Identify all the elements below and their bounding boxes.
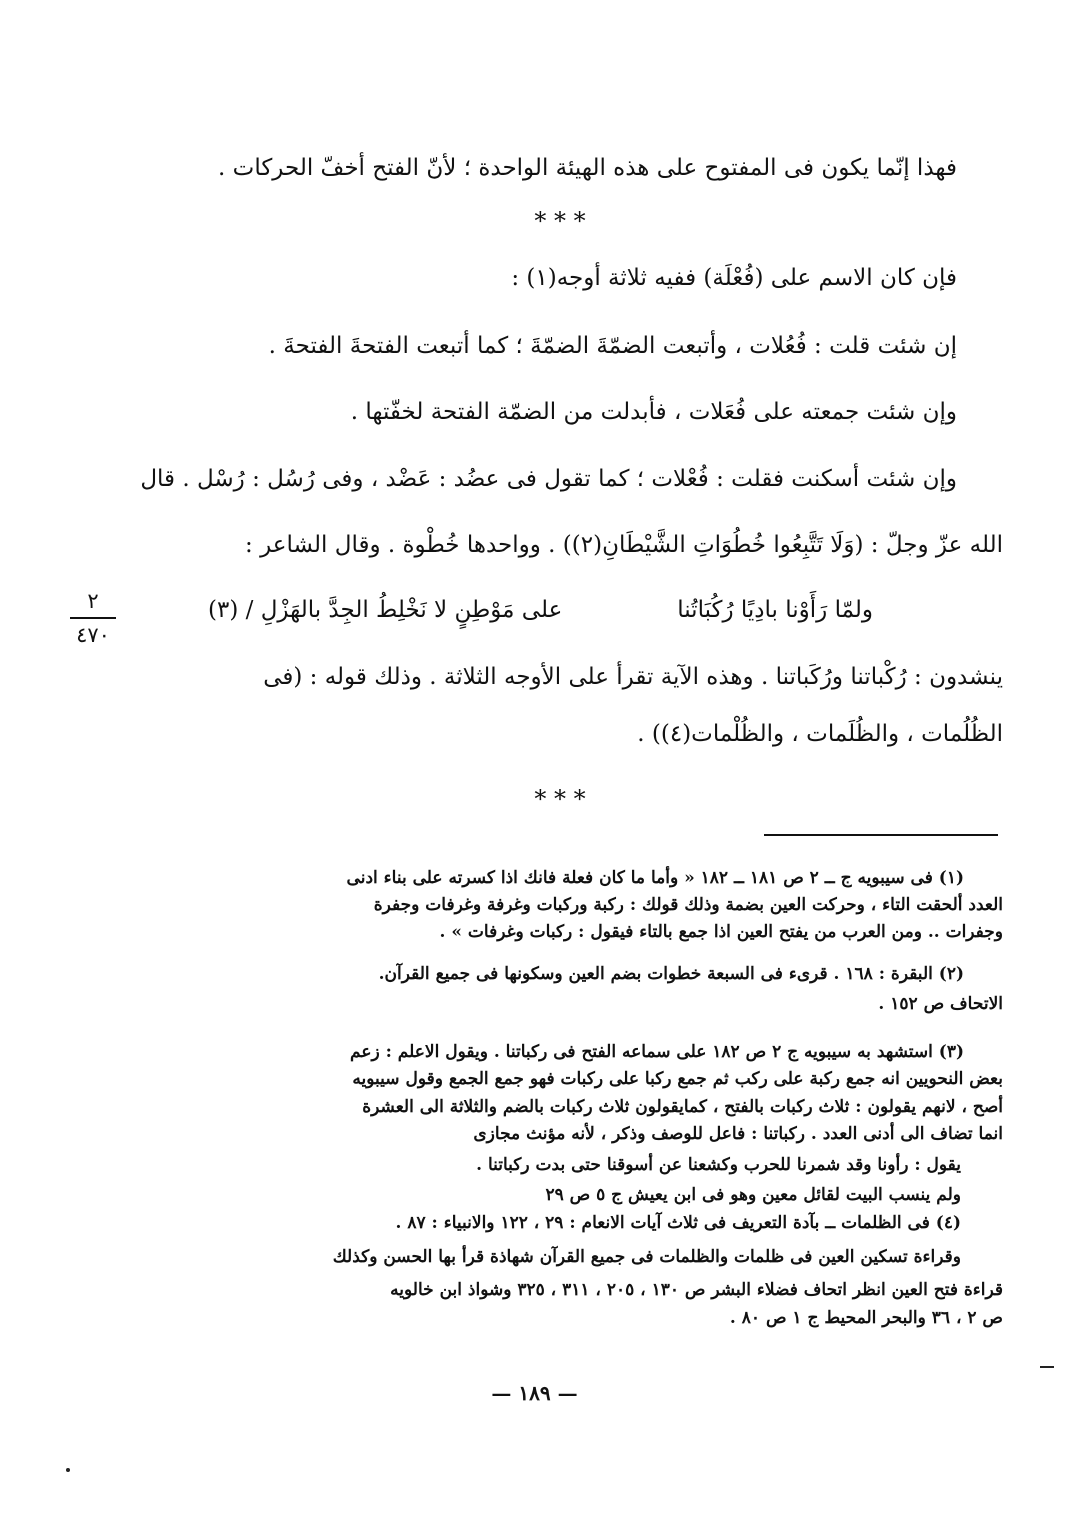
footnote-line-3: وجفرات .. ومن العرب من يفتح العين اذا جمع بالتاء فيقول : ركبات وغرفات » . [439, 922, 1003, 942]
main-text-line-8: الظُلُمات ، والظُلَمات ، والظُلْمات(٤)) . [637, 721, 1003, 747]
main-text-line-2: فإن كان الاسم على (فُعْلَة) ففيه ثلاثة أوجه(١) : [511, 265, 957, 291]
main-text-line-1: فهذا إنّما يكون فى المفتوح على هذه الهيئة الواحدة ؛ لأنّ الفتح أخفّ الحركات . [218, 155, 957, 181]
verse-first-half: ولمّا رَأَوْنا بادِيًا رُكُبَاتُنا [677, 597, 873, 623]
footnote-rule [764, 834, 998, 836]
footnote-line-7: بعض النحويين انه جمع ركبة على ركب ثم جمع ركبا على ركبات فهو جمع الجمع وقول سيبويه [352, 1069, 1003, 1089]
main-text-line-4: وإن شئت جمعته على فُعَلات ، فأبدلت من الضمّة الفتحة لخفّتها . [350, 399, 957, 425]
main-text-line-3: إن شئت قلت : فُعُلات ، وأتبعت الضمّةَ الضمّةَ ؛ كما أتبعت الفتحةَ الفتحةَ . [268, 333, 957, 359]
footnote-line-6: (٣) استشهد به سيبويه ج ٢ ص ١٨٢ على سماعه الفتح فى ركباتنا . ويقول الاعلم : زعم [350, 1042, 964, 1062]
scan-speck [66, 1468, 70, 1472]
footnote-line-4: (٢) البقرة : ١٦٨ . قرىء فى السبعة خطوات بضم العين وسكونها فى جميع القرآن. [378, 964, 964, 984]
footnote-line-11: ولم ينسب البيت لقائل معين وهو فى ابن يعيش ج ٥ ص ٢٩ [545, 1185, 961, 1205]
footnote-line-2: العدد ألحقت التاء ، وحركت العين بضمة وذلك قولك : ركبة وركبات وغرفة وغرفات وجفرة [373, 895, 1003, 915]
footnote-line-1: (١) فى سيبويه ج ــ ٢ ص ١٨١ ــ ١٨٢ « وأما ما كان فعلة فانك اذا كسرته على بناء ادنى [346, 868, 964, 888]
section-separator-2: * * * [534, 785, 586, 813]
footnote-line-9: انما تضاف الى أدنى العدد . ركباتنا : فاعل للوصف وذكر ، لأنه مؤنث مجازى [473, 1124, 1003, 1144]
margin-ref-rule [70, 617, 116, 619]
margin-ref-bottom: ٤٧٠ [76, 623, 110, 647]
footnote-line-14: قراءة فتح العين انظر اتحاف فضلاء البشر ص ١٣٠ ، ٢٠٥ ، ٣١١ ، ٣٢٥ وشواذ ابن خالويه [390, 1280, 1003, 1300]
footnote-line-15: ص ٢ ، ٣٦ والبحر المحيط ج ١ ص ٨٠ . [729, 1308, 1003, 1328]
main-text-line-5: وإن شئت أسكنت فقلت : فُعْلات ؛ كما تقول فى عضُد : عَضْد ، وفى رُسُل : رُسْل . قال [140, 466, 957, 492]
footnote-line-5: الاتحاف ص ١٥٢ . [878, 994, 1003, 1014]
margin-ref-top: ٢ [87, 589, 99, 613]
main-text-line-6: الله عزّ وجلّ : (وَلَا تَتَّبِعُوا خُطُوَاتِ الشَّيْطَانِ(٢)) . وواحدها خُطْوة . وقال الشاعر : [245, 532, 1003, 558]
footnote-line-13: وقراءة تسكين العين فى ظلمات والظلمات فى جميع القرآن شهاذة قرأ بها الحسن وكذلك [332, 1247, 961, 1267]
page-number: — ١٨٩ — [491, 1381, 578, 1405]
section-separator-1: * * * [534, 207, 586, 235]
scan-speck [1040, 1366, 1054, 1368]
footnote-line-10: يقول : رأونا وقد شمرنا للحرب وكشعنا عن أسوقنا حتى بدت ركباتنا . [476, 1155, 961, 1175]
footnote-line-12: (٤) فى الظلمات ــ بآدة التعريف فى ثلاث آيات الانعام : ٢٩ ، ١٢٢ والانبياء : ٨٧ . [395, 1213, 961, 1233]
footnote-line-8: أصح ، لانهم يقولون : ثلاث ركبات بالفتح ، كمايقولون ثلاث ركبات بالضم والثلاثة الى العشرة [362, 1097, 1003, 1117]
verse-second-half: على مَوْطِنٍ لا نَخْلِطُ الجِدَّ بالهَزْلِ / (٣) [208, 597, 563, 623]
main-text-line-7: ينشدون : رُكْباتنا ورُكَباتنا . وهذه الآية تقرأ على الأوجه الثلاثة . وذلك قوله : (فى [263, 664, 1003, 690]
